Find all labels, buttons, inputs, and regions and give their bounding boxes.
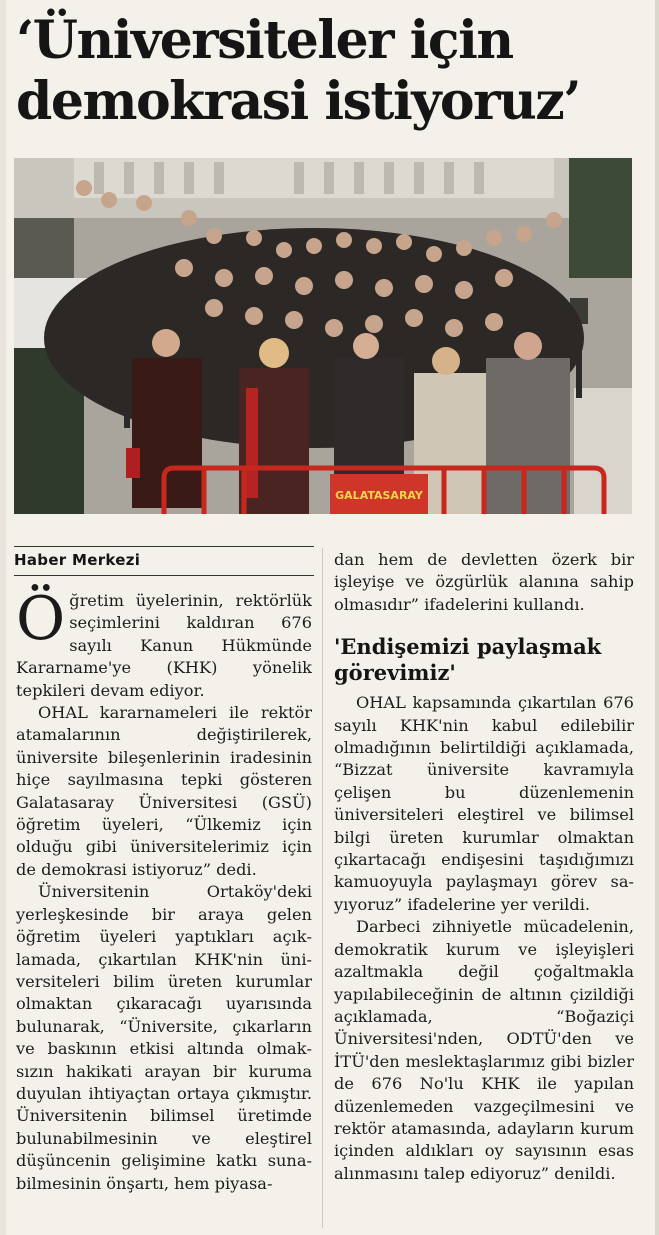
subheading: 'Endişemizi paylaşmak görevimiz': [334, 634, 602, 686]
paragraph-3: Üniversitenin Ortaköy'deki yerleşkesinde bir araya gelen öğretim üyeleri yaptıkları açıklamada, çıkartılan KHK'nin üniversiteleri bilim üreten kurumlar olmaktan çıkaracağı uyarısında bulunarak, “Üniversite, çıkarların ve baskının etkisi altında olmaksızın hakikati arayan bir kuruma duyulan ihtiyaçtan ortaya çıkmıştır. Üniversitenin bilimsel üretimde bulunabilmesinin ve eleştirel düşüncenin gelişimine katkı sunabilmesinin önşartı, hem piyasa-: [16, 882, 312, 1193]
paragraph-continued: dan hem de devletten özerk bir işleyişe ve özgürlük alanına sahip olmasıdır” ifadelerini kullandı.: [334, 550, 634, 614]
paragraph-5: Darbeci zihniyetle mücadelenin, demokratik kurum ve işleyişleri azaltmakla değil çoğaltmakla yapılabileceğinin de altının çizildiği açıklamada, “Boğaziçi Üniversitesi'nden, ODTÜ'den ve İTÜ'den meslektaşlarımız gibi bizler de 676 No'lu KHK ile yapılan düzenlemeden vazgeçilmesini ve rektör atamasında, adayların kurum içinden aldıkları oy sayısının esas alınmasını talep ediyoruz” denildi.: [334, 917, 634, 1183]
headline: ‘Üniversiteler için demokrasi istiyoruz’: [16, 10, 580, 132]
column-divider: [322, 548, 323, 1228]
paragraph-4: OHAL kapsamında çıkartılan 676 sayılı KHK'nin kabul edilebilir olmadığının belirtildiği açıklamada, “Bizzat üniversite kavramıyla çelişen bu düzenlemenin üniversiteleri eleştirel ve bilimsel bilgi üreten kurumlar olmaktan çıkartacağı endişesini taşıdığımızı kamuoyuyla paylaşmayı görev sayıyoruz” ifadelerine yer verildi.: [334, 693, 634, 914]
banner-text: GALATASARAY: [335, 489, 423, 502]
paper-edge: [655, 0, 659, 1235]
paragraph-1: [16, 584, 312, 702]
paper-edge: [0, 0, 6, 1235]
byline-rule: [14, 575, 314, 576]
byline: Haber Merkezi: [14, 551, 141, 569]
group-photo: [14, 158, 632, 514]
article-column-2: [334, 549, 634, 1185]
byline-rule: [14, 546, 314, 547]
paragraph-text: ğretim üyelerinin, rektörlük seçimlerini kaldıran 676 sayılı Kanun Hükmünde Kararname'ye (KHK) yönelik tepkileri devam ediyor.: [16, 591, 312, 700]
drop-cap: Ö: [16, 584, 66, 654]
paragraph-2: OHAL kararnameleri ile rektör atamalarının değiştirilerek, üniversite bileşenlerinin iradesinin hiçe sayılmasına tepki gösteren Galatasaray Üniversitesi (GSÜ) öğretim üyeleri, “Ülkemiz için olduğu gibi üniversitelerimiz için de demokrasi istiyoruz” dedi.: [16, 703, 312, 879]
article-column-1: [16, 584, 312, 1195]
group-photo-illustration: [14, 158, 632, 514]
